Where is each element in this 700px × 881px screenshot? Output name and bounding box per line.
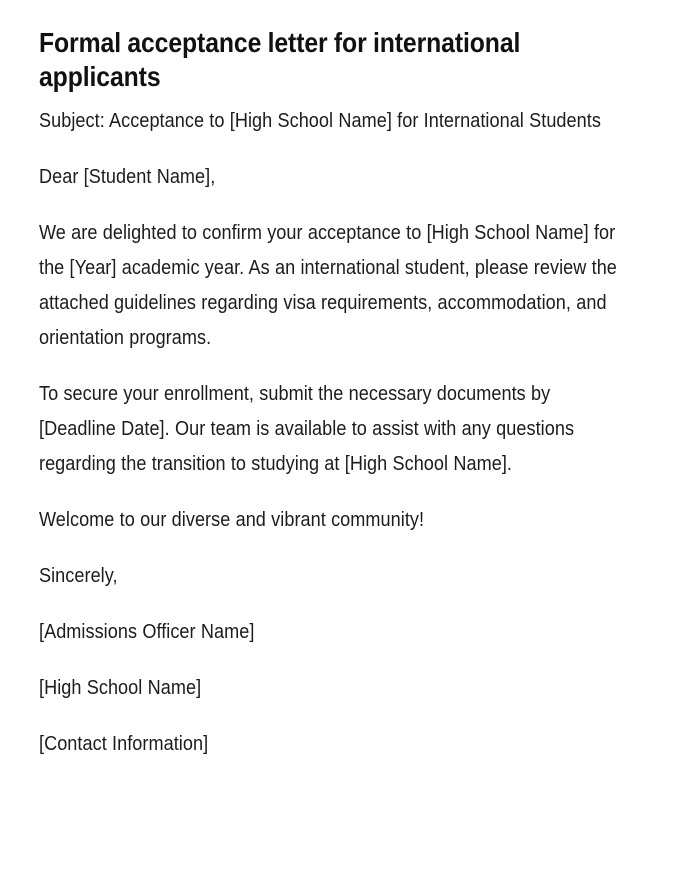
letter-salutation: Dear [Student Name],	[39, 166, 216, 188]
letter-body	[39, 104, 625, 762]
page-title: Formal acceptance letter for international applicants	[39, 27, 521, 92]
letter-welcome-line: Welcome to our diverse and vibrant community!	[39, 509, 425, 531]
letter-signature-officer: [Admissions Officer Name]	[39, 621, 255, 643]
letter-signature-contact: [Contact Information]	[39, 733, 209, 755]
letter-paragraph-acceptance: We are delighted to confirm your acceptance to [High School Name] for the [Year] academic year. As an international student, please review the attached guidelines regarding visa requirements, accommodation, and orientation programs.	[39, 222, 617, 349]
letter-subject-line: Subject: Acceptance to [High School Name] for International Students	[39, 110, 601, 132]
letter-signature-school: [High School Name]	[39, 677, 202, 699]
letter-paragraph-enrollment: To secure your enrollment, submit the necessary documents by [Deadline Date]. Our team is available to assist with any questions regarding the transition to studying at [High School Name].	[39, 383, 575, 475]
letter-closing: Sincerely,	[39, 565, 118, 587]
